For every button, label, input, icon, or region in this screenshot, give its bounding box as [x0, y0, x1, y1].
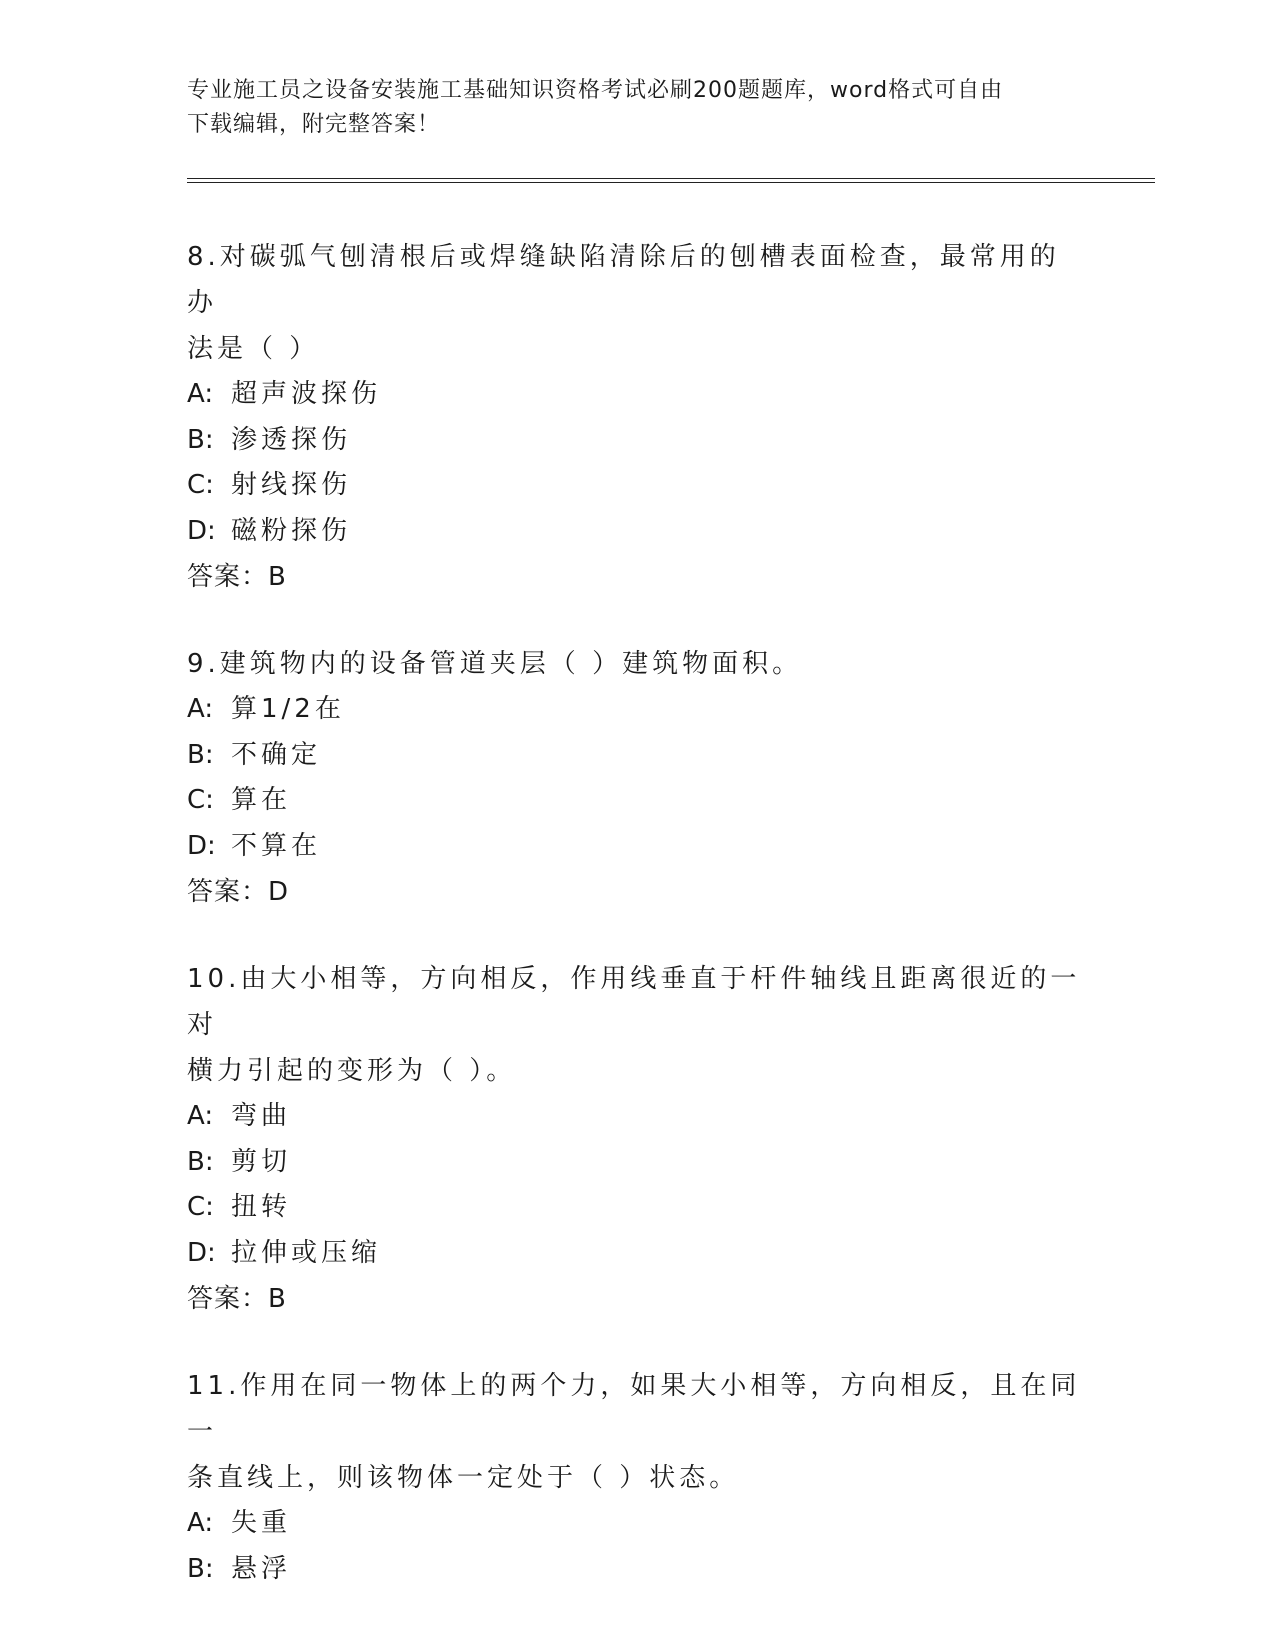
option-text: 剪切 [231, 1146, 292, 1177]
option-key: B: [187, 739, 214, 770]
option-key: B: [187, 1146, 214, 1177]
header-line-1: 专业施工员之设备安装施工基础知识资格考试必刷200题题库，word格式可自由 [187, 78, 1004, 103]
option-key: A: [187, 379, 214, 409]
option-text: 扭转 [231, 1192, 292, 1222]
option-d [187, 509, 1087, 555]
option-key: D: [187, 515, 216, 546]
question-stem: 9.建筑物内的设备管道夹层（ ）建筑物面积。 [187, 649, 803, 679]
question-stem: 10.由大小相等，方向相反，作用线垂直于杆件轴线且距离很近的一对 [187, 964, 1081, 1040]
option-key: A: [187, 1101, 214, 1131]
option-d [187, 824, 1087, 870]
option-key: B: [187, 424, 214, 455]
option-key: A: [187, 1508, 214, 1538]
question-stem-continued: 条直线上，则该物体一定处于（ ）状态。 [187, 1463, 740, 1493]
option-a [187, 1501, 1087, 1547]
header-line-2: 下载编辑，附完整答案！ [187, 112, 441, 137]
question-8 [187, 234, 1087, 600]
header-rule-top [187, 178, 1155, 179]
option-text: 不确定 [231, 739, 322, 770]
option-a [187, 1094, 1087, 1140]
option-text: 算在 [231, 785, 292, 815]
option-text: 不算在 [231, 830, 322, 861]
option-key: B: [187, 1553, 214, 1584]
option-text: 算1/2在 [231, 694, 345, 724]
option-text: 渗透探伤 [231, 424, 352, 455]
question-stem: 11.作用在同一物体上的两个力，如果大小相等，方向相反，且在同一 [187, 1371, 1081, 1447]
question-9 [187, 641, 1087, 915]
question-10 [187, 956, 1087, 1322]
option-key: D: [187, 830, 216, 861]
answer: 答案：B [187, 1284, 287, 1314]
option-a [187, 372, 1087, 418]
option-text: 拉伸或压缩 [231, 1237, 382, 1268]
option-b [187, 1140, 1087, 1186]
question-stem: 8.对碳弧气刨清根后或焊缝缺陷清除后的刨槽表面检查，最常用的办 [187, 242, 1060, 318]
option-key: D: [187, 1237, 216, 1268]
question-list [187, 234, 1087, 1633]
document-header [187, 74, 1087, 142]
option-key: C: [187, 785, 214, 815]
answer: 答案：B [187, 562, 287, 592]
option-text: 磁粉探伤 [231, 515, 352, 546]
option-c [187, 1185, 1087, 1231]
option-key: C: [187, 470, 214, 500]
option-c [187, 463, 1087, 509]
option-key: A: [187, 694, 214, 724]
option-key: C: [187, 1192, 214, 1222]
question-stem-continued: 横力引起的变形为（ ）。 [187, 1056, 517, 1086]
option-c [187, 778, 1087, 824]
option-b [187, 733, 1087, 779]
option-text: 弯曲 [231, 1101, 292, 1131]
question-stem-continued: 法是（ ） [187, 334, 320, 364]
option-text: 射线探伤 [231, 470, 352, 500]
option-text: 失重 [231, 1508, 292, 1538]
option-text: 悬浮 [231, 1553, 292, 1584]
header-rule-bottom [187, 182, 1155, 183]
option-b [187, 1547, 1087, 1593]
answer: 答案：D [187, 877, 290, 907]
question-11 [187, 1363, 1087, 1592]
option-d [187, 1231, 1087, 1277]
option-a [187, 687, 1087, 733]
option-b [187, 418, 1087, 464]
option-text: 超声波探伤 [231, 379, 382, 409]
